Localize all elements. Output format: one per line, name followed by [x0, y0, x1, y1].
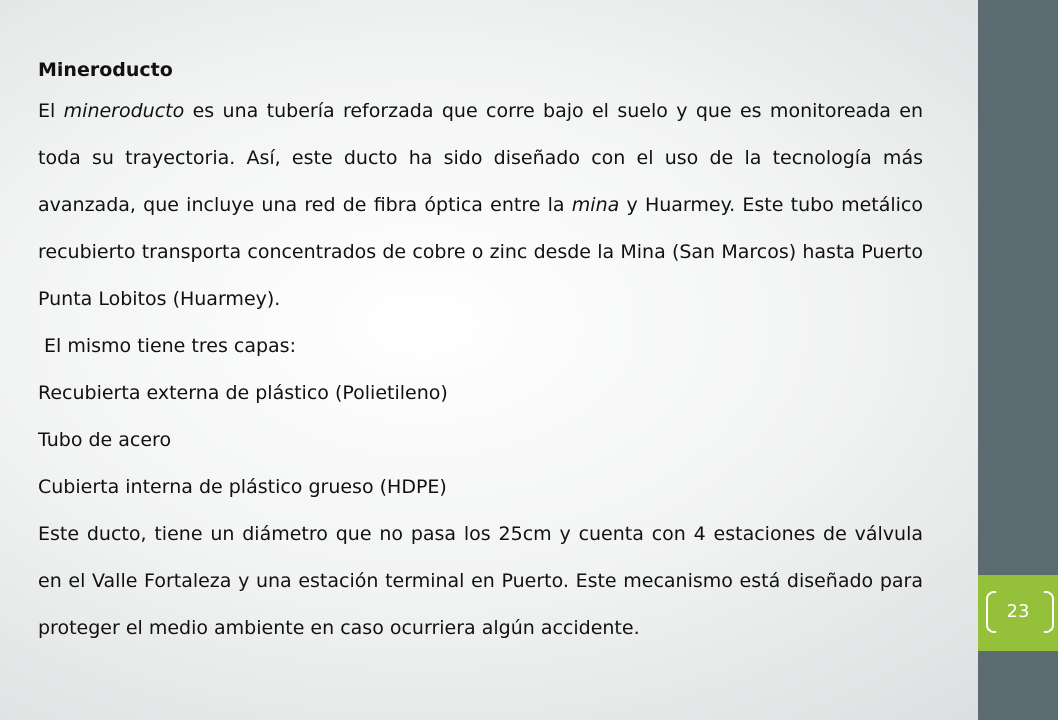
paragraph-intro-text-3: y Huarmey. Este tubo metálico recubierto transporta concentrados de cobre o zinc desde la Mina (San Marcos) hasta Puerto Punta Lobitos (Huarmey).	[38, 194, 923, 310]
paragraph-intro-text-1: El	[38, 100, 64, 122]
slide-content	[38, 52, 923, 652]
page-number-badge	[978, 575, 1058, 651]
paragraph-intro-emphasis-2: mina	[571, 194, 620, 216]
paragraph-intro-emphasis-1: mineroducto	[63, 100, 185, 122]
slide-title: Mineroducto	[38, 59, 173, 81]
page-number: 23	[1006, 601, 1030, 622]
bracket-right-icon	[1044, 591, 1054, 633]
paragraph-intro-text-2: es una tubería reforzada que corre bajo el suelo y que es monitoreada en toda su trayectoria. Así, este ducto ha sido diseñado con el uso de la tecnología más avanzada, que incluye una red de fibra óptica entre la	[38, 100, 923, 216]
paragraph-details: Este ducto, tiene un diámetro que no pasa los 25cm y cuenta con 4 estaciones de válvula en el Valle Fortaleza y una estación terminal en Puerto. Este mecanismo está diseñado para proteger el medio ambiente en caso ocurriera algún accidente.	[38, 523, 923, 639]
layer-item: Cubierta interna de plástico grueso (HDPE)	[38, 476, 447, 498]
layer-item: Tubo de acero	[38, 429, 172, 451]
paragraph-intro	[38, 88, 923, 323]
layer-item: Recubierta externa de plástico (Polietileno)	[38, 382, 448, 404]
layers-intro: El mismo tiene tres capas:	[38, 335, 296, 357]
